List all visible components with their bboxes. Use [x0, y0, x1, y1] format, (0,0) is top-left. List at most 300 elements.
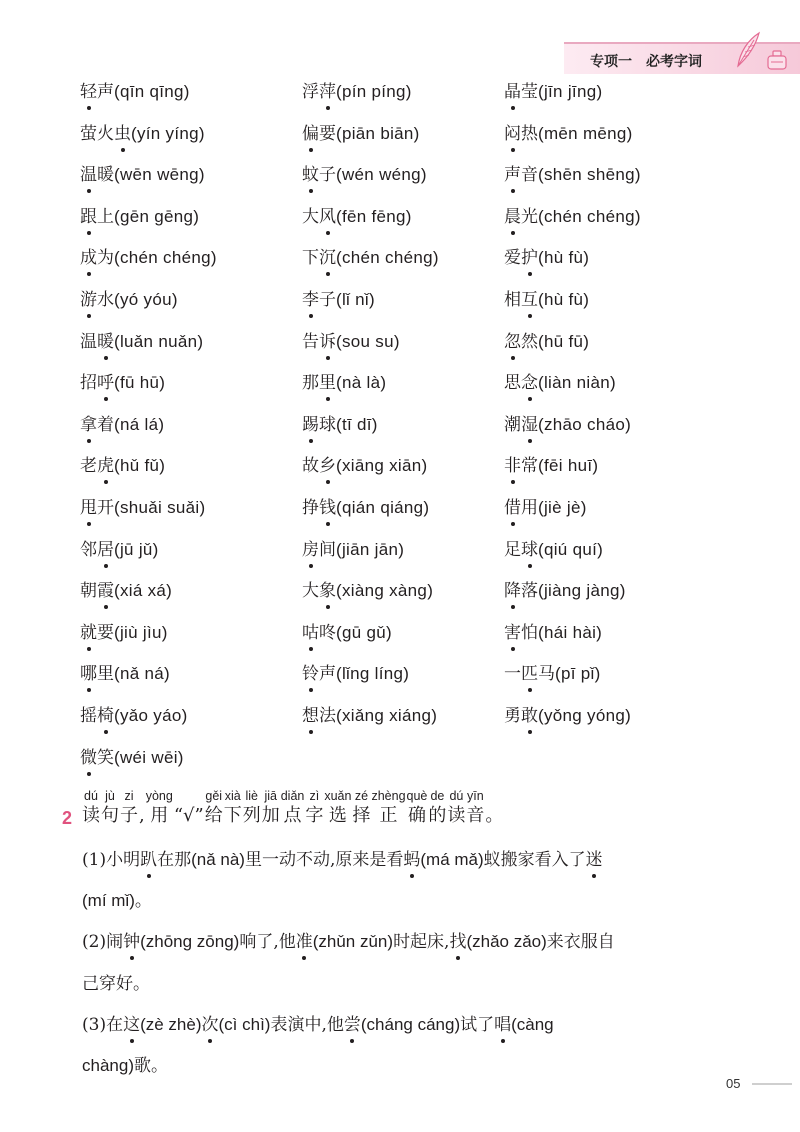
word-entry [504, 704, 631, 734]
word-entry [80, 621, 168, 651]
pinyin-options[interactable]: (pī pǐ) [555, 664, 601, 684]
word-entry [504, 80, 602, 110]
sentence-3-line-2 [82, 1054, 168, 1078]
pinyin-options[interactable]: (qiú quí) [538, 539, 604, 559]
word-suffix: 上 [97, 206, 114, 227]
dotted-character: 轻 [80, 82, 97, 102]
dotted-character: 房 [302, 539, 319, 560]
ruby-pinyin: gěi [205, 789, 223, 803]
s1-dotted-3: 迷 [585, 850, 603, 870]
word-entry [80, 662, 170, 692]
s1-text-5: 。 [134, 891, 152, 911]
sentence-1-line-1 [82, 848, 603, 872]
s3-dotted-1: 这 [123, 1015, 141, 1035]
s1-text-4: 蚁搬家看入了 [483, 850, 586, 870]
ruby-character [485, 804, 503, 828]
ruby-character [224, 788, 242, 828]
ruby-pinyin: xuǎn [324, 789, 352, 803]
word-suffix: 马 [538, 664, 555, 685]
ruby-base-char: 句 [101, 805, 119, 826]
ruby-base-char: 正 [379, 805, 398, 826]
pinyin-options[interactable]: (shuǎi suǎi) [114, 498, 206, 517]
word-entry [504, 288, 589, 318]
sentence-2-line-1 [82, 930, 615, 954]
pinyin-options[interactable]: (chén chéng) [336, 248, 439, 268]
ruby-character [371, 788, 405, 828]
ruby-pinyin: jiā [264, 789, 277, 803]
ruby-base-char: 加 [261, 805, 280, 826]
word-entry [80, 205, 199, 235]
ruby-character [466, 788, 484, 828]
ruby-pinyin: què [406, 789, 428, 803]
pinyin-options[interactable]: (sou su) [336, 331, 400, 351]
word-entry [302, 122, 420, 152]
ruby-base-char: 择 [352, 805, 371, 826]
dotted-character: 沉 [319, 248, 336, 269]
word-suffix: 用 [521, 498, 538, 518]
dotted-character: 甩 [80, 498, 97, 518]
word-entry [80, 163, 205, 193]
dotted-character: 匹 [521, 664, 538, 685]
ruby-pinyin: liè [245, 789, 258, 803]
word-suffix: 里 [97, 664, 114, 685]
ruby-pinyin: xià [224, 789, 241, 803]
dotted-character: 借 [504, 498, 521, 518]
pinyin-options[interactable]: (jiàng jàng) [538, 581, 626, 601]
word-prefix: 招 [80, 373, 97, 394]
word-entry [302, 579, 433, 609]
word-suffix: 子 [319, 290, 336, 310]
word-suffix: 法 [319, 706, 336, 726]
word-entry [80, 330, 203, 360]
pinyin-options[interactable]: (xiàng xàng) [336, 581, 434, 601]
dotted-character: 声 [504, 165, 521, 186]
word-entry [504, 246, 589, 276]
ruby-base-char: 确 [407, 805, 426, 826]
word-entry [302, 704, 437, 734]
ruby-pinyin: zì [309, 789, 320, 803]
word-entry [504, 662, 601, 692]
ruby-base-char: 子 [120, 805, 138, 826]
word-entry [302, 330, 400, 360]
word-entry [302, 205, 412, 235]
ruby-base-char: 选 [328, 805, 347, 826]
word-entry [80, 704, 188, 734]
question-number: 2 [62, 808, 73, 828]
pinyin-options[interactable]: (nǎ ná) [114, 664, 170, 684]
s2-text-5: 己穿好。 [82, 974, 150, 994]
ruby-base-char: 读 [447, 805, 466, 826]
ruby-character [139, 804, 145, 828]
word-prefix: 大 [302, 581, 319, 602]
s1-dotted-2: 蚂 [403, 850, 421, 870]
word-entry [504, 454, 598, 484]
ruby-pinyin: jù [105, 789, 115, 803]
ruby-base-char: 字 [305, 805, 324, 826]
word-entry [80, 371, 165, 401]
word-prefix: 勇 [504, 706, 521, 726]
pinyin-options[interactable]: (hū fū) [538, 331, 590, 351]
dotted-character: 霞 [97, 581, 114, 602]
word-prefix: 故 [302, 456, 319, 477]
word-prefix: 大 [302, 206, 319, 227]
section-title-part2: 必考字词 [646, 54, 702, 70]
pinyin-options[interactable]: (gū gǔ) [336, 622, 392, 642]
word-suffix: 子 [319, 165, 336, 186]
ruby-base-char: 用 [150, 805, 169, 826]
word-suffix: 落 [521, 581, 538, 602]
word-prefix: 朝 [80, 581, 97, 602]
dotted-character: 诉 [319, 331, 336, 352]
pinyin-options[interactable]: (wén wéng) [336, 165, 427, 185]
dotted-character: 虎 [97, 456, 114, 477]
word-suffix: 怕 [521, 622, 538, 643]
sentence-3-line-1 [82, 1013, 554, 1037]
ruby-character [305, 788, 323, 828]
s1-text-1: (1)小明 [82, 850, 141, 870]
word-entry [80, 246, 217, 276]
word-entry [80, 496, 205, 526]
word-entry [80, 122, 205, 152]
pinyin-options[interactable]: (hǔ fǔ) [114, 456, 166, 476]
word-suffix: 要 [319, 123, 336, 144]
pinyin-options[interactable]: (hái hài) [538, 622, 603, 642]
ruby-pinyin: zhèng [371, 789, 406, 803]
pinyin-options[interactable]: (chén chéng) [538, 206, 641, 226]
dotted-character: 湿 [521, 414, 538, 435]
s3-text-4: 歌。 [133, 1056, 168, 1076]
ruby-character [205, 788, 223, 828]
dotted-character: 李 [302, 290, 319, 310]
ruby-pinyin: zi [124, 789, 134, 803]
page-number-rule [752, 1083, 792, 1085]
word-suffix: 莹 [521, 82, 538, 102]
pinyin-options[interactable]: (jiān jān) [336, 539, 405, 559]
ruby-base-char: 读 [82, 805, 100, 826]
word-prefix: 摇 [80, 706, 97, 726]
word-entry [80, 413, 164, 443]
ruby-character [174, 804, 204, 828]
ruby-base-char: 列 [242, 805, 261, 826]
ruby-pinyin: diǎn [280, 789, 305, 803]
dotted-character: 风 [319, 206, 336, 227]
section-title-part1: 专项一 [590, 54, 632, 70]
ruby-pinyin: dú [84, 789, 98, 803]
word-prefix: 挣 [302, 498, 319, 518]
dotted-character: 温 [80, 165, 97, 186]
pinyin-options[interactable]: (shēn shēng) [538, 165, 641, 185]
s1-text-2: 在那 [157, 850, 192, 870]
s3-pinyin-choice-3[interactable]: (cháng cáng) [360, 1015, 461, 1034]
word-entry [80, 454, 165, 484]
word-suffix: 为 [97, 248, 114, 269]
word-suffix: 声 [97, 82, 114, 102]
s2-pinyin-choice-2[interactable]: (zhǔn zǔn) [312, 932, 394, 951]
question-2-instruction [82, 788, 504, 828]
word-entry [80, 80, 190, 110]
word-suffix: 着 [97, 414, 114, 435]
ruby-character [101, 788, 119, 828]
word-prefix: 温 [80, 331, 97, 352]
pinyin-options[interactable]: (jū jǔ) [114, 539, 159, 559]
word-entry [302, 80, 412, 110]
dotted-character: 乡 [319, 456, 336, 477]
s3-dotted-3: 尝 [343, 1015, 361, 1035]
pinyin-options[interactable]: (tī dī) [336, 414, 378, 434]
s2-text-2: 响了,他 [239, 932, 296, 952]
dotted-character: 呼 [97, 373, 114, 394]
dotted-character: 咕 [302, 622, 319, 643]
pinyin-options[interactable]: (liàn niàn) [538, 373, 616, 393]
pinyin-options[interactable]: (zhāo cháo) [538, 414, 632, 434]
pinyin-options[interactable]: (yó yóu) [114, 290, 178, 309]
dotted-character: 虫 [114, 123, 131, 144]
dotted-character: 偏 [302, 123, 319, 144]
word-prefix: 那 [302, 373, 319, 394]
ruby-character [352, 788, 370, 828]
word-entry [80, 746, 184, 776]
word-entry [80, 288, 178, 318]
s1-pinyin-choice-1[interactable]: (nǎ nà) [191, 850, 245, 869]
ruby-character [447, 788, 465, 828]
ruby-pinyin: dú [449, 789, 464, 803]
dotted-character: 游 [80, 290, 97, 310]
word-entry [302, 662, 409, 692]
dotted-character: 降 [504, 581, 521, 602]
ruby-pinyin: yòng [145, 789, 173, 803]
word-suffix: 热 [521, 123, 538, 144]
pinyin-options[interactable]: (chén chéng) [114, 248, 217, 268]
pinyin-options[interactable]: (fēi huī) [538, 456, 599, 476]
word-entry [80, 579, 172, 609]
sentence-2-line-2 [82, 972, 150, 996]
word-entry [504, 579, 626, 609]
dotted-character: 就 [80, 622, 97, 643]
s1-pinyin-choice-2[interactable]: (má mǎ) [420, 850, 484, 869]
word-prefix: 思 [504, 373, 521, 394]
s3-dotted-4: 唱 [494, 1015, 512, 1035]
word-prefix: 爱 [504, 248, 521, 269]
dotted-character: 跟 [80, 206, 97, 227]
ruby-base-char: 点 [283, 805, 302, 826]
ruby-pinyin: yīn [467, 789, 484, 803]
dotted-character: 互 [521, 290, 538, 310]
dotted-character: 敢 [521, 706, 538, 726]
word-prefix: 足 [504, 539, 521, 560]
ruby-base-char: 下 [223, 805, 242, 826]
pinyin-options[interactable]: (jiè jè) [538, 498, 587, 517]
ruby-character [407, 788, 428, 828]
dotted-character: 钱 [319, 498, 336, 518]
dotted-character: 念 [521, 373, 538, 394]
pinyin-options[interactable]: (wēn wēng) [114, 165, 205, 185]
word-suffix: 光 [521, 206, 538, 227]
word-prefix: 萤火 [80, 123, 114, 144]
dotted-character: 害 [504, 622, 521, 643]
pinyin-options[interactable]: (yǎo yáo) [114, 706, 188, 725]
word-suffix: 水 [97, 290, 114, 310]
ruby-pinyin: de [430, 789, 445, 803]
pinyin-options[interactable]: (xiāng xiān) [336, 456, 428, 476]
ruby-base-char: 给 [204, 805, 223, 826]
word-entry [504, 621, 602, 651]
word-suffix: 开 [97, 498, 114, 518]
dotted-character: 蚊 [302, 165, 319, 186]
dotted-character: 球 [521, 539, 538, 560]
ruby-base-char: “√” [173, 805, 204, 826]
pinyin-options[interactable]: (hù fù) [538, 290, 590, 309]
word-entry [302, 246, 439, 276]
word-suffix: 声 [319, 664, 336, 685]
word-entry [302, 163, 427, 193]
pinyin-options[interactable]: (gēn gēng) [114, 206, 200, 226]
ruby-base-char: 的 [428, 805, 447, 826]
word-prefix: 老 [80, 456, 97, 477]
word-suffix: 球 [319, 414, 336, 435]
word-entry [302, 538, 404, 568]
pinyin-options[interactable]: (qīn qīng) [114, 82, 190, 101]
dotted-character: 椅 [97, 706, 114, 726]
word-prefix: 下 [302, 248, 319, 269]
pinyin-options[interactable]: (hù fù) [538, 248, 590, 268]
word-suffix: 音 [521, 165, 538, 186]
word-entry [504, 413, 631, 443]
pinyin-options[interactable]: (jīn jīng) [538, 82, 603, 101]
ruby-base-char: 。 [485, 805, 504, 826]
pinyin-options[interactable]: (lǐng líng) [336, 664, 410, 684]
dotted-character: 哪 [80, 664, 97, 685]
dotted-character: 铃 [302, 664, 319, 685]
pinyin-options[interactable]: (mēn mēng) [538, 123, 633, 143]
s3-pinyin-choice-4[interactable]: (càng [511, 1015, 554, 1034]
word-entry [504, 163, 641, 193]
page-number: 05 [726, 1076, 741, 1091]
pinyin-options[interactable]: (wéi wēi) [114, 747, 184, 767]
dotted-character: 踢 [302, 414, 319, 435]
pinyin-options[interactable]: (xiá xá) [114, 581, 173, 601]
ruby-character [428, 788, 446, 828]
ruby-base-char: , [139, 805, 145, 826]
word-entry [504, 538, 603, 568]
dotted-character: 成 [80, 248, 97, 269]
dotted-character: 微 [80, 747, 97, 768]
s3-pinyin-choice-2[interactable]: (cì chì) [218, 1015, 271, 1034]
pinyin-options[interactable]: (jiù jìu) [114, 622, 168, 642]
dotted-character: 晨 [504, 206, 521, 227]
dotted-character: 非 [504, 456, 521, 477]
word-entry [80, 538, 159, 568]
s2-pinyin-choice-3[interactable]: (zhǎo zǎo) [466, 932, 547, 951]
word-prefix: 潮 [504, 414, 521, 435]
word-entry [302, 496, 429, 526]
word-suffix: 笑 [97, 747, 114, 768]
word-prefix: 邻 [80, 539, 97, 560]
ruby-character [120, 788, 138, 828]
pinyin-options[interactable]: (yín yíng) [131, 123, 205, 143]
dotted-character: 居 [97, 539, 114, 560]
s3-pinyin-choice-4-cont[interactable]: chàng) [82, 1056, 134, 1075]
dotted-character: 想 [302, 706, 319, 726]
dotted-character: 闷 [504, 123, 521, 144]
ruby-character [146, 788, 173, 828]
s3-text-3: 试了 [460, 1015, 495, 1035]
s1-dotted-1: 趴 [140, 850, 158, 870]
word-entry [504, 205, 641, 235]
dotted-character: 萍 [319, 82, 336, 102]
pinyin-options[interactable]: (luǎn nuǎn) [114, 331, 204, 351]
word-entry [504, 330, 589, 360]
word-suffix: 常 [521, 456, 538, 477]
word-suffix: 然 [521, 331, 538, 352]
pinyin-options[interactable]: (nà là) [336, 373, 387, 393]
dotted-character: 护 [521, 248, 538, 269]
ruby-character [262, 788, 280, 828]
s3-dotted-2: 次 [201, 1015, 219, 1035]
s2-dotted-2: 准 [295, 932, 313, 952]
ruby-base-char: 音 [466, 805, 485, 826]
ruby-character [281, 788, 305, 828]
pinyin-options[interactable]: (fū hū) [114, 373, 166, 393]
word-suffix: 要 [97, 622, 114, 643]
word-entry [504, 371, 616, 401]
s2-dotted-3: 找 [449, 932, 467, 952]
word-entry [504, 122, 633, 152]
word-entry [302, 621, 392, 651]
s2-text-1: (2)闹 [82, 932, 124, 952]
pinyin-options[interactable]: (fēn fēng) [336, 206, 412, 226]
word-suffix: 咚 [319, 622, 336, 643]
dotted-character: 忽 [504, 331, 521, 352]
word-entry [302, 454, 427, 484]
word-prefix: 一 [504, 664, 521, 685]
s3-text-2: 表演中,他 [270, 1015, 344, 1035]
word-entry [302, 288, 375, 318]
pinyin-options[interactable]: (lǐ nǐ) [336, 290, 375, 309]
pinyin-options[interactable]: (pín píng) [336, 82, 412, 101]
dotted-character: 暖 [97, 331, 114, 352]
dotted-character: 象 [319, 581, 336, 602]
word-suffix: 间 [319, 539, 336, 560]
word-prefix: 浮 [302, 82, 319, 102]
s2-pinyin-choice-1[interactable]: (zhōng zōng) [140, 932, 240, 951]
s2-text-4: 来衣服自 [546, 932, 615, 952]
s2-dotted-1: 钟 [123, 932, 141, 952]
pinyin-options[interactable]: (piān biān) [336, 123, 420, 143]
s3-pinyin-choice-1[interactable]: (zè zhè) [140, 1015, 202, 1034]
dotted-character: 拿 [80, 414, 97, 435]
s1-pinyin-choice-3[interactable]: (mí mǐ) [82, 891, 135, 910]
word-prefix: 相 [504, 290, 521, 310]
word-prefix: 告 [302, 331, 319, 352]
word-entry [302, 413, 378, 443]
s1-text-3: 里一动不动,原来是看 [244, 850, 404, 870]
s2-text-3: 时起床, [393, 932, 450, 952]
word-entry [302, 371, 386, 401]
ruby-pinyin: zé [354, 789, 369, 803]
ruby-character [82, 788, 100, 828]
pinyin-options[interactable]: (qián qiáng) [336, 498, 430, 517]
dotted-character: 里 [319, 373, 336, 394]
pinyin-options[interactable]: (yǒng yóng) [538, 706, 632, 725]
ruby-character [324, 788, 351, 828]
pinyin-options[interactable]: (ná lá) [114, 414, 165, 434]
dotted-character: 晶 [504, 82, 521, 102]
pinyin-options[interactable]: (xiǎng xiáng) [336, 706, 438, 725]
ruby-character [243, 788, 261, 828]
word-suffix: 暖 [97, 165, 114, 186]
sentence-1-line-2 [82, 889, 152, 913]
s3-text-1: (3)在 [82, 1015, 124, 1035]
